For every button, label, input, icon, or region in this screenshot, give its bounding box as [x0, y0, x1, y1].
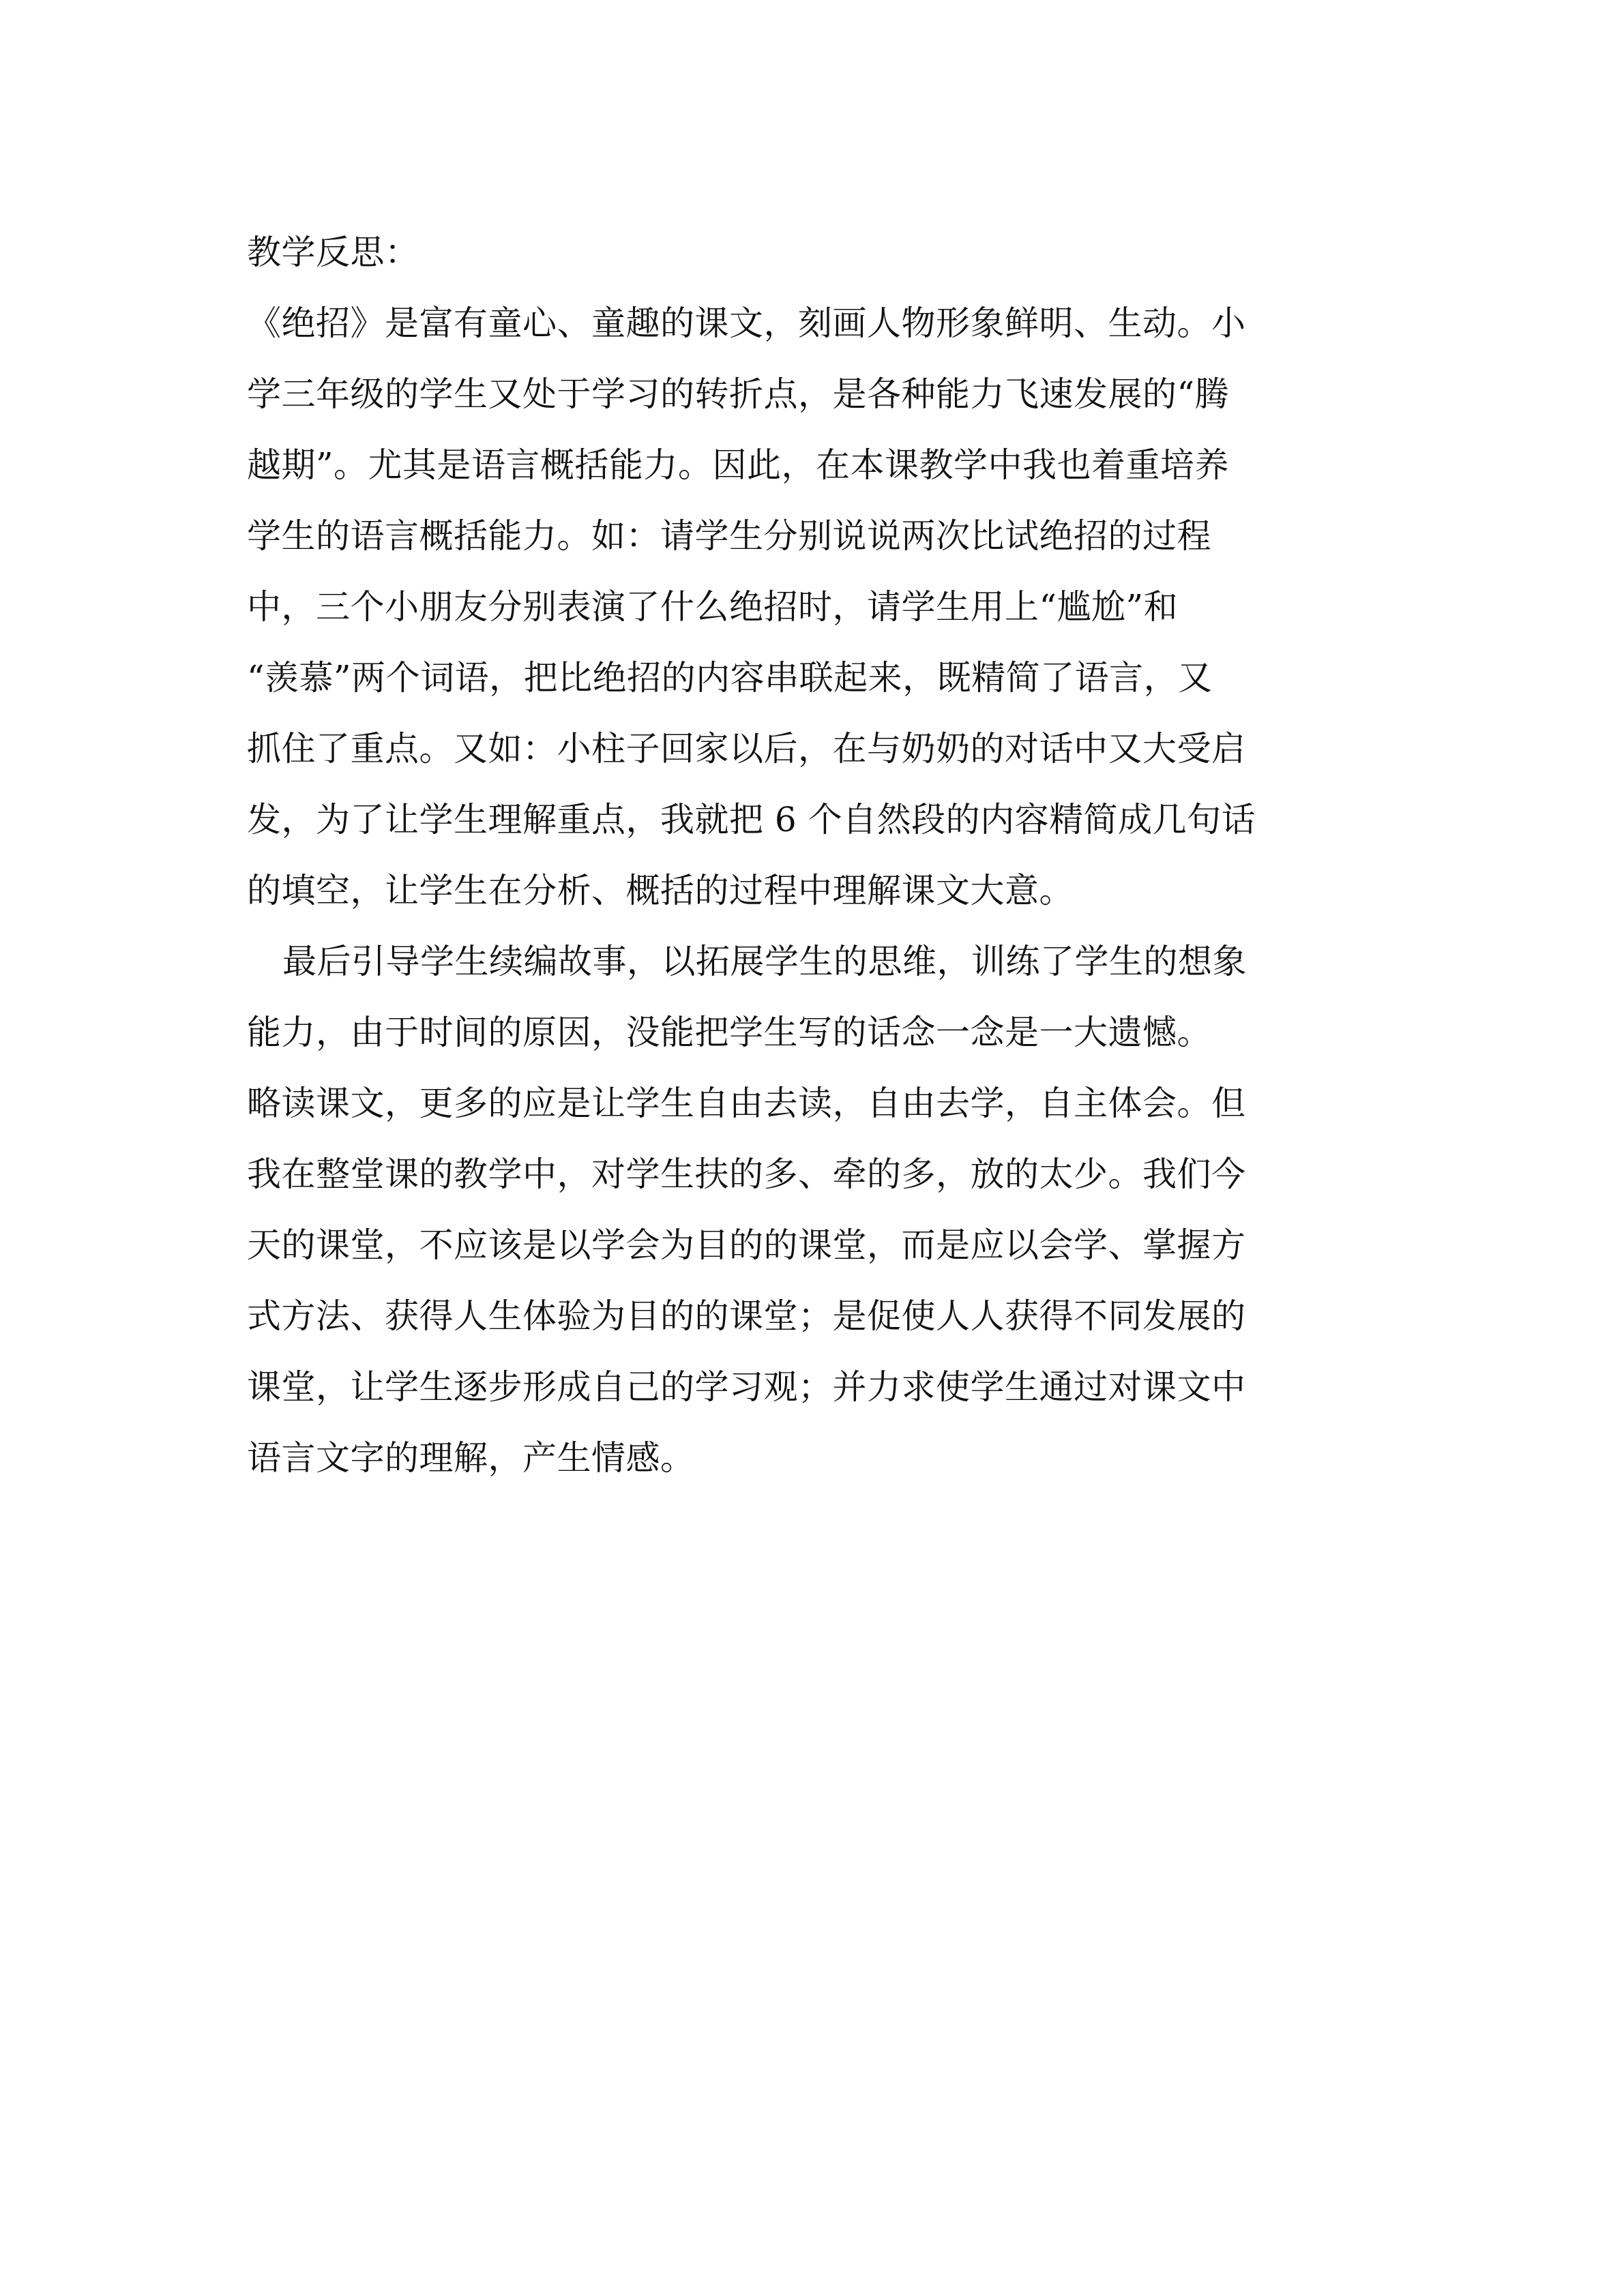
- text-line: 能力，由于时间的原因，没能把学生写的话念一念是一大遗憾。: [247, 1013, 1211, 1052]
- text-line: 语言文字的理解，产生情感。: [247, 1438, 695, 1478]
- text-line: 略读课文，更多的应是让学生自由去读，自由去学，自主体会。但: [247, 1084, 1246, 1123]
- text-line: 我在整堂课的教学中，对学生扶的多、牵的多，放的太少。我们今: [247, 1154, 1246, 1194]
- text-line: 学生的语言概括能力。如：请学生分别说说两次比试绝招的过程: [247, 516, 1211, 556]
- text-line: “羡慕”两个词语，把比绝招的内容串联起来，既精简了语言，又: [247, 658, 1213, 698]
- text-line: 越期”。尤其是语言概括能力。因此，在本课教学中我也着重培养: [247, 445, 1230, 485]
- text-line: 学三年级的学生又处于学习的转折点，是各种能力飞速发展的“腾: [247, 374, 1230, 414]
- text-line: 《绝招》是富有童心、童趣的课文，刻画人物形象鲜明、生动。小: [247, 303, 1246, 343]
- text-line-indented: 最后引导学生续编故事，以拓展学生的思维，训练了学生的想象: [282, 942, 1247, 981]
- text-line: 式方法、获得人生体验为目的的课堂；是促使人人获得不同发展的: [247, 1296, 1246, 1336]
- text-line: 发，为了让学生理解重点，我就把 6 个自然段的内容精简成几句话: [247, 800, 1256, 839]
- text-line: 中，三个小朋友分别表演了什么绝招时，请学生用上“尴尬”和: [247, 587, 1179, 627]
- text-line: 的填空，让学生在分析、概括的过程中理解课文大意。: [247, 871, 1074, 910]
- text-line: 课堂，让学生逐步形成自己的学习观；并力求使学生通过对课文中: [247, 1367, 1246, 1407]
- text-line: 天的课堂，不应该是以学会为目的的课堂，而是应以会学、掌握方: [247, 1225, 1246, 1265]
- document-heading: 教学反思：: [247, 233, 419, 272]
- document-body: [247, 217, 1379, 1493]
- text-line: 抓住了重点。又如：小柱子回家以后，在与奶奶的对话中又大受启: [247, 729, 1246, 769]
